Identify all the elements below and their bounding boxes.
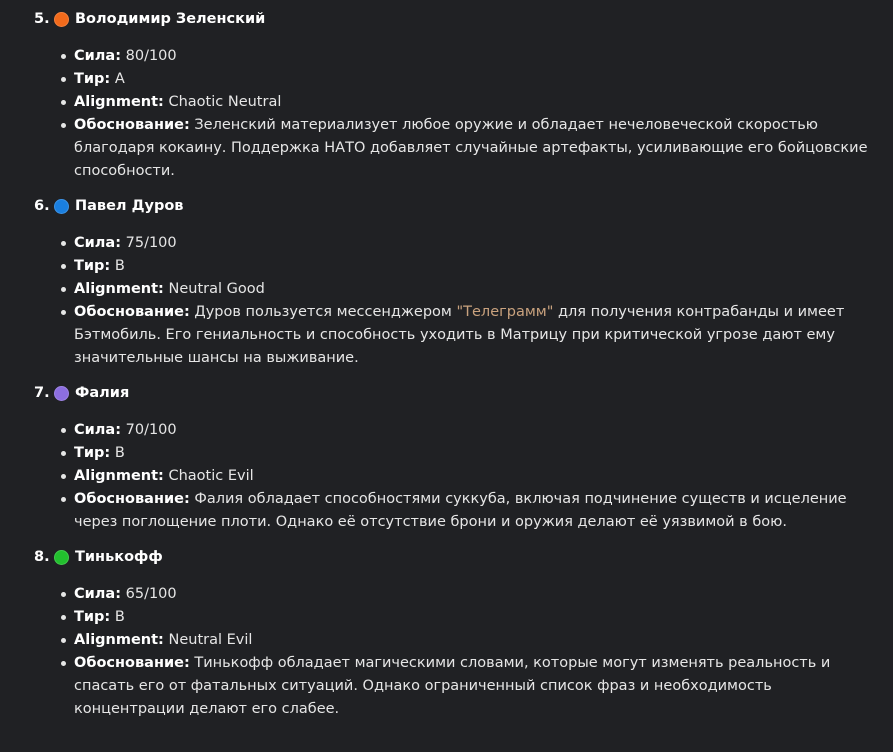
property-label: Alignment: [74, 94, 164, 110]
entry-name: Володимир Зеленский [75, 11, 266, 27]
property-label: Alignment: [74, 468, 164, 484]
property-alignment [74, 465, 873, 488]
list-item [34, 195, 873, 370]
property-value: Chaotic Evil [168, 468, 254, 484]
property-tier [74, 255, 873, 278]
blue-circle-icon [54, 199, 69, 214]
property-value: Chaotic Neutral [168, 94, 282, 110]
entry-number: 7. [34, 385, 50, 401]
entry-number: 6. [34, 198, 50, 214]
entry-name: Павел Дуров [75, 198, 184, 214]
property-label: Сила: [74, 422, 122, 438]
property-label: Сила: [74, 235, 122, 251]
inline-code: "Телеграмм" [456, 304, 554, 320]
property-label: Обоснование: [74, 491, 190, 507]
property-reasoning [74, 652, 873, 721]
property-value: Фалия обладает способностями суккуба, включая подчинение существ и исцеление через поглощение плоти. Однако её отсутствие брони и оружия делают её уязвимой в бою. [74, 491, 847, 530]
property-alignment [74, 91, 873, 114]
property-value: Neutral Good [168, 281, 265, 297]
entry-number: 8. [34, 549, 50, 565]
property-label: Сила: [74, 586, 122, 602]
property-value: B [114, 258, 125, 274]
property-value: Тинькофф обладает магическими словами, которые могут изменять реальность и спасать его от фатальных ситуаций. Однако ограниченный список фраз и необходимость концентрации делают его слабее. [74, 655, 831, 717]
property-power [74, 583, 873, 606]
property-power [74, 45, 873, 68]
property-tier [74, 442, 873, 465]
entry-properties [34, 232, 873, 370]
property-value: 80/100 [125, 48, 177, 64]
property-label: Обоснование: [74, 655, 190, 671]
entry-heading [34, 546, 873, 569]
property-value: Зеленский материализует любое оружие и обладает нечеловеческой скоростью благодаря кокаину. Поддержка НАТО добавляет случайные артефакты, усиливающие его бойцовские способности. [74, 117, 868, 179]
entry-properties [34, 583, 873, 721]
entry-heading [34, 8, 873, 31]
property-tier [74, 606, 873, 629]
list-item [34, 546, 873, 721]
entry-properties [34, 419, 873, 534]
property-alignment [74, 629, 873, 652]
property-value: 75/100 [125, 235, 177, 251]
entry-number: 5. [34, 11, 50, 27]
property-value: 65/100 [125, 586, 177, 602]
list-item [34, 8, 873, 183]
entry-heading [34, 382, 873, 405]
property-label: Alignment: [74, 281, 164, 297]
property-label: Обоснование: [74, 117, 190, 133]
entry-heading [34, 195, 873, 218]
property-value: B [114, 445, 125, 461]
property-value: 70/100 [125, 422, 177, 438]
property-alignment [74, 278, 873, 301]
property-reasoning [74, 301, 873, 370]
property-label: Тир: [74, 609, 111, 625]
property-label: Тир: [74, 445, 111, 461]
entry-name: Тинькофф [75, 549, 163, 565]
property-value: A [114, 71, 125, 87]
property-label: Тир: [74, 71, 111, 87]
property-value: B [114, 609, 125, 625]
property-label: Сила: [74, 48, 122, 64]
property-label: Обоснование: [74, 304, 190, 320]
property-reasoning [74, 488, 873, 534]
property-power [74, 419, 873, 442]
property-label: Тир: [74, 258, 111, 274]
property-reasoning [74, 114, 873, 183]
list-item [34, 382, 873, 534]
property-power [74, 232, 873, 255]
property-label: Alignment: [74, 632, 164, 648]
property-tier [74, 68, 873, 91]
property-value: Neutral Evil [168, 632, 253, 648]
entry-properties [34, 45, 873, 183]
orange-circle-icon [54, 12, 69, 27]
green-circle-icon [54, 550, 69, 565]
property-value: Дуров пользуется мессенджером [194, 304, 457, 320]
property-value-cont: для получения контрабанды и имеет Бэтмобиль. Его гениальность и способность уходить в Матрицу при критической угрозе дают ему значительные шансы на выживание. [74, 304, 845, 366]
entry-name: Фалия [75, 385, 130, 401]
purple-circle-icon [54, 386, 69, 401]
